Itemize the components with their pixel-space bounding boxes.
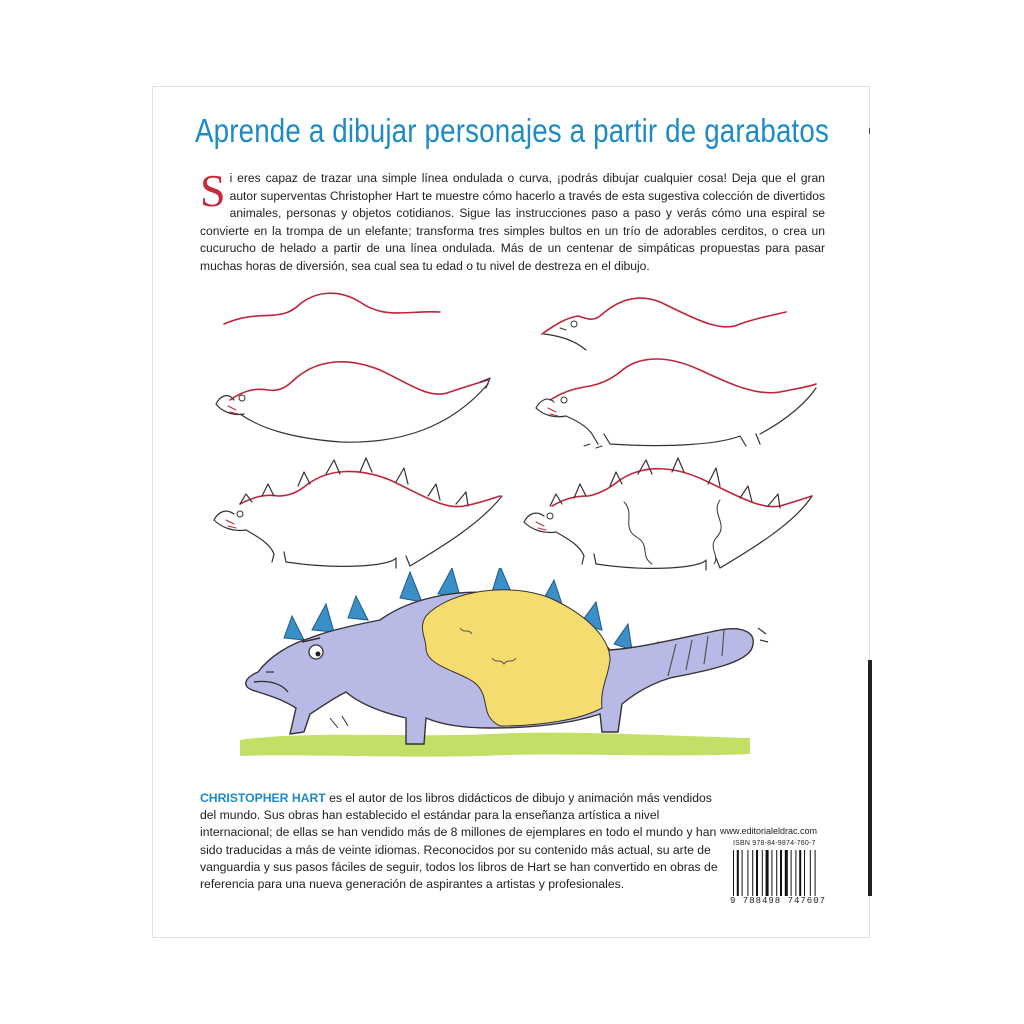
author-name: CHRISTOPHER HART (200, 791, 326, 805)
barcode-bar (747, 850, 748, 896)
stegosaurus-illustration (230, 568, 770, 760)
step-3-sketch (216, 362, 490, 442)
intro-text: i eres capaz de trazar una simple línea ondulada o curva, ¡podrás dibujar cualquier cosa! Deja que el gran autor superventas Christopher Hart te muestre cómo hacerlo a través de esta sugestiva colección de divertidos animales, personas y objetos cotidianos. Sigue las instrucciones paso a paso y verás cómo una espiral se convierte en la trompa de un elefante; transforma tres simples bultos en un trío de adorables cerditos, o crea un cucurucho de helado a partir de una línea ondulada. Más de un centenar de simpáticas propuestas para pasar muchas horas de diversión, sea cual sea tu edad o tu nivel de destreza en el dibujo. (200, 171, 825, 273)
barcode-number: 9 788498 747607 (730, 896, 827, 906)
barcode-bar (815, 850, 816, 896)
page-title: Aprende a dibujar personajes a partir de garabatos (194, 112, 830, 149)
step-2-sketch (542, 298, 786, 350)
intro-paragraph (200, 165, 825, 275)
step-6-sketch (524, 458, 812, 570)
barcode-bar (771, 850, 772, 896)
barcode-bar (795, 850, 796, 896)
barcode-bar (737, 850, 739, 896)
step-1-line (224, 293, 440, 324)
author-bio-text: es el autor de los libros didácticos de dibujo y animación más vendidos del mundo. Sus obras han establecido el estándar para la enseñanza artística a nivel internacional; de ellas se han vendido más de 8 millones de ejemplares en todo el mundo y han sido traducidas a más de veinte idiomas. Reconocidos por su contenido más actual, su arte de vanguardia y sus pasos fáciles de seguir, todos los libros de Hart se han convertido en obras de referencia para una nueva generación de aspirantes a artistas y profesionales. (200, 791, 718, 892)
publisher-website: www.editorialeldrac.com (720, 826, 818, 836)
barcode-bar (766, 850, 769, 896)
author-bio (200, 790, 720, 893)
dino-eye (309, 645, 323, 659)
spine-edge (868, 660, 872, 896)
barcode-bar (785, 850, 788, 896)
barcode-bar (776, 850, 777, 896)
grass (240, 733, 750, 757)
barcode-bar (804, 850, 805, 896)
barcode-bar (742, 850, 743, 896)
barcode-bar (810, 850, 811, 896)
step-4-sketch (536, 359, 816, 448)
barcode-bar (799, 850, 801, 896)
barcode-bar (752, 850, 753, 896)
isbn-label: ISBN 978-84-9874-760-7 (733, 840, 816, 847)
barcode-bar (762, 850, 763, 896)
drawing-steps-illustration (200, 288, 820, 578)
barcode-bar (756, 850, 758, 896)
barcode-bar (780, 850, 782, 896)
barcode-bar (733, 850, 734, 896)
barcode-bar (791, 850, 792, 896)
drop-cap: S (200, 165, 226, 216)
step-5-sketch (214, 458, 502, 568)
